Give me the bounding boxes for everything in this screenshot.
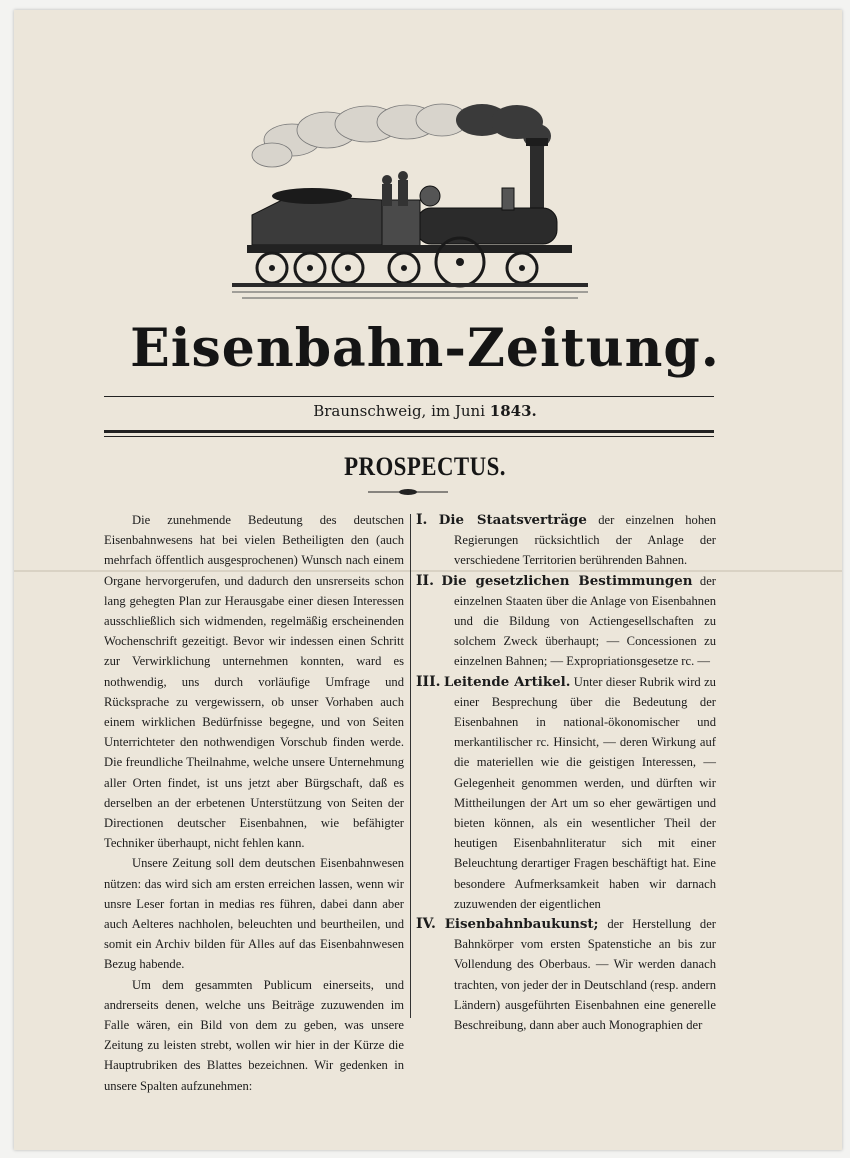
column-divider (410, 514, 411, 1018)
place-date: Braunschweig, im Juni (313, 402, 486, 420)
section-text: Unter dieser Rubrik wird zu einer Besprechung über die Bedeutung der Eisenbahnen in national-ökonomischer und merkantilischer rc. Hinsicht, — deren Wirkung auf die materiellen wie die geistigen Interessen, — Gelegenheit genommen werden, und dürften wir Mittheilungen der Art um so eher gewärtigen und bieten können, als ein wesentlicher Theil der heutigen Eisenbahnliteratur sich mit einer Beleuchtung derartiger Fragen beschäftigt hat. Eine besondere Aufmerksamkeit haben wir darnach zuzuwenden der eigentlichen (454, 674, 716, 911)
section-number: III. (416, 673, 441, 690)
top-rule (104, 396, 714, 397)
purpose-paragraph: Unsere Zeitung soll dem deutschen Eisenbahnwesen nützen: das wird sich am ersten erreichen lassen, wenn wir unsre Leser fortan in medias res führen, dabei dann aber auch Aelteres nachholen, beleuchten und beurtheilen, und somit ein Archiv bilden für Alles auf das Eisenbahnwesen Bezug habende. (104, 856, 404, 972)
year: 1843. (489, 402, 537, 420)
section-bestimmungen (416, 571, 716, 672)
section-number: IV. (416, 916, 436, 933)
section-title: Die Staatsverträge (438, 512, 587, 528)
double-rule-thin (104, 436, 714, 437)
dateline (0, 402, 850, 420)
ornament-divider (368, 486, 448, 498)
section-number: II. (416, 572, 434, 589)
section-baukunst (416, 914, 716, 1035)
section-text: der einzelnen hohen Regierungen rücksichtlich der Anlage der verschiedene Territorien berührenden Bahnen. (454, 513, 717, 568)
newspaper-title: Eisenbahn-Zeitung. (130, 318, 720, 379)
rubrics-paragraph: Um dem gesammten Publicum einerseits, und andrerseits denen, welche uns Beiträge zuzuwenden im Falle wären, ein Bild von dem zu geben, was unsere Zeitung zu leisten strebt, wollen wir hier in der Kürze die Hauptrubriken des Blattes bezeichnen. Wir gedenken in unsere Spalten aufzunehmen: (104, 977, 404, 1093)
locomotive-engraving (232, 100, 588, 306)
section-staatsvertraege (416, 510, 716, 571)
section-title: Eisenbahnbaukunst; (444, 916, 599, 933)
double-rule-thick (104, 430, 714, 433)
prospectus-heading: PROSPECTUS. (344, 452, 506, 481)
section-title: Die gesetzlichen Bestimmungen (441, 572, 693, 589)
section-title: Leitende Artikel. (443, 673, 571, 690)
section-text: der Herstellung der Bahnkörper vom ersten Spatenstiche an bis zur Vollendung des Oberbaus. — Wir werden danach trachten, von jeder der in Deutschland (resp. andern Ländern) ausgeführten Eisenbahnen eine generelle Beschreibung, dann aber auch Monographien der (454, 917, 716, 1033)
left-column (104, 510, 404, 1096)
section-text: der einzelnen Staaten über die Anlage von Eisenbahnen und die Bildung von Actiengesellschaften zu solchem Zweck überhaupt; — Concessionen zu einzelnen Bahnen; — Expropriationsgesetze rc. — (454, 573, 716, 669)
section-number: I. (416, 512, 428, 528)
section-leitende-artikel (416, 672, 716, 914)
right-column (416, 510, 716, 1035)
intro-paragraph: Die zunehmende Bedeutung des deutschen Eisenbahnwesens hat bei vielen Betheiligten den (auch mehrfach öffentlich ausgesprochenen) Wunsch nach einem Organe hervorgerufen, und dadurch den unsrerseits schon lang gehegten Plan zur Herausgabe einer diesen Interessen ausschließlich sich widmenden, regelmäßig erscheinenden Wochenschrift gezeitigt. Bevor wir indessen einen Schritt zur Verwirklichung unternehmen konnten, ward es nothwendig, uns durch vorläufige Umfrage und Rücksprache zu vergewissern, ob unser Vorhaben auch einem wirklichen Bedürfnisse begegne, und von Seiten Unterrichteter den nothwendigen Vorschub finden werde. Die freundliche Theilnahme, welche unsere Unternehmung aller Orten findet, ist uns jetzt aber Bürgschaft, daß es derselben an der erbetenen Unterstützung von Seiten der Directionen deutscher Eisenbahnen, wie befähigter Techniker überhaupt, nicht fehlen kann. (104, 513, 404, 851)
